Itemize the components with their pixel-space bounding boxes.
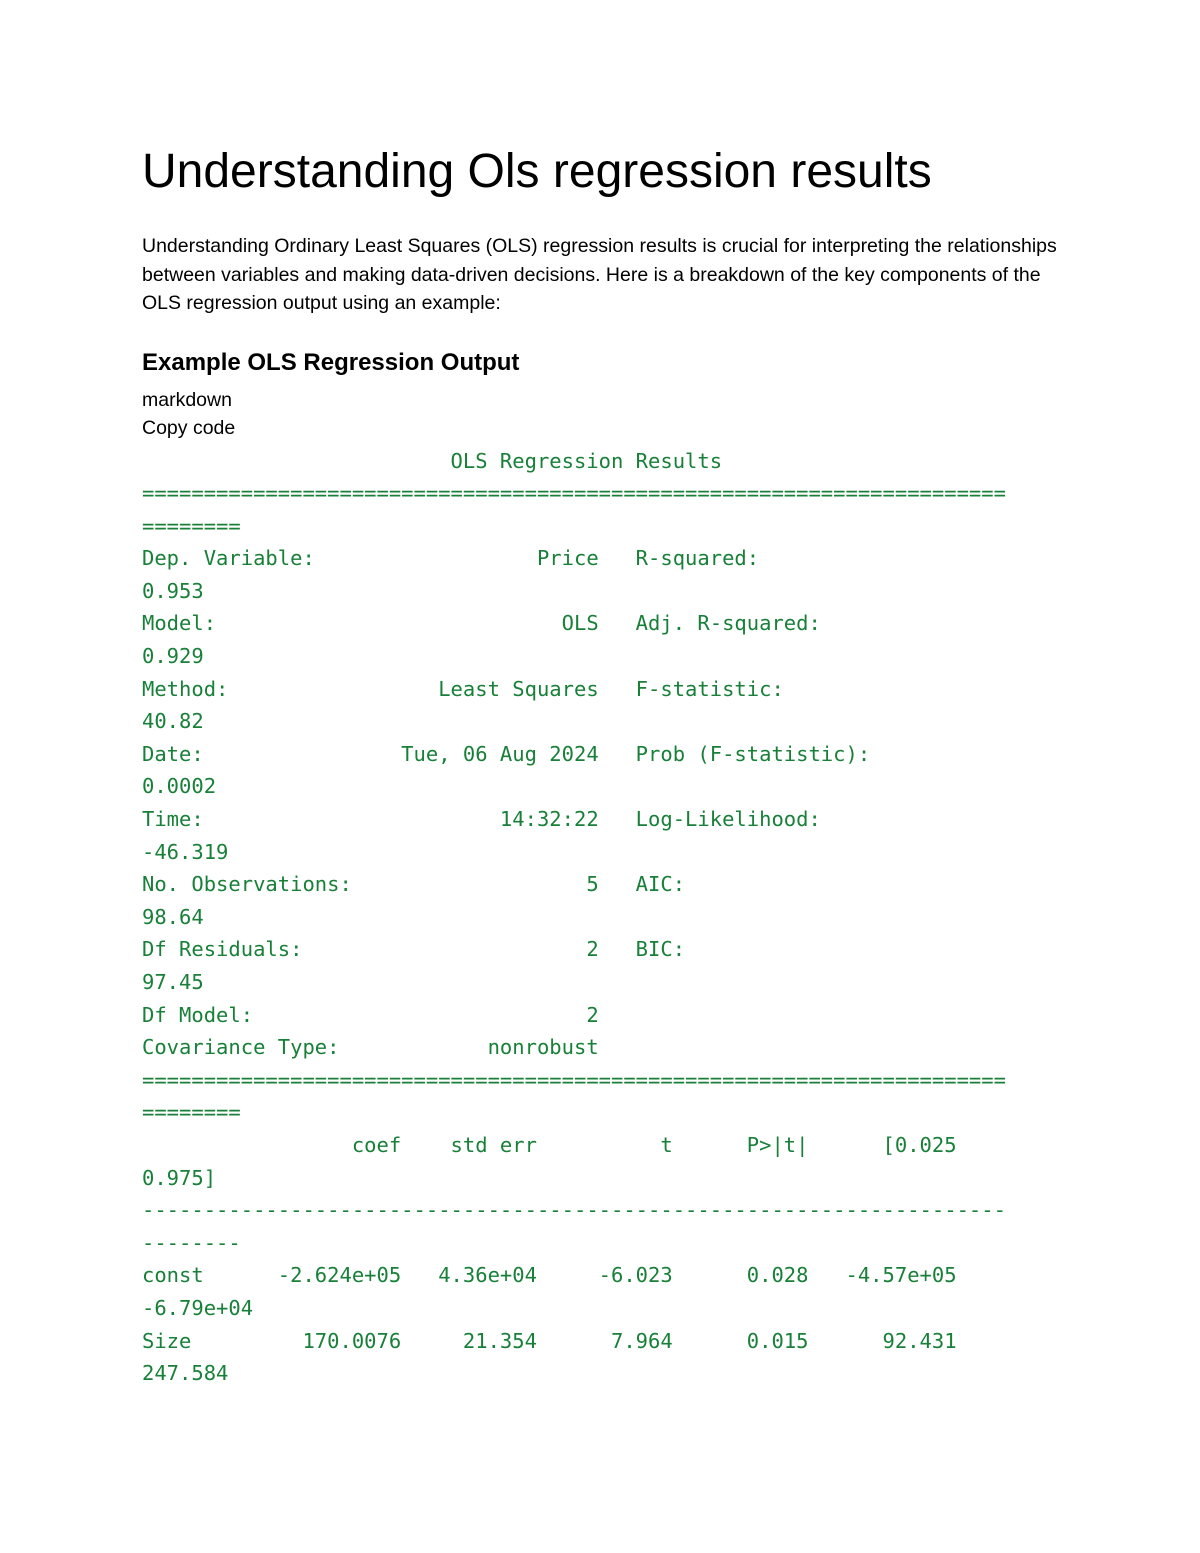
- code-line: coef std err t P>|t| [0.025: [142, 1132, 957, 1157]
- code-line: -46.319: [142, 839, 229, 864]
- intro-paragraph: Understanding Ordinary Least Squares (OLS) regression results is crucial for interpreting the relationships between variables and making data-driven decisions. Here is a breakdown of the key components of the OLS regression output using an example:: [142, 235, 1057, 314]
- code-line: 40.82: [142, 709, 204, 734]
- code-line: 0.0002: [142, 774, 217, 799]
- code-line: ======================================================================: [142, 481, 1006, 506]
- code-line: const -2.624e+05 4.36e+04 -6.023 0.028 -4.57e+05: [142, 1263, 957, 1288]
- code-line: 98.64: [142, 904, 204, 929]
- code-line: ========: [142, 1100, 241, 1125]
- section-heading: Example OLS Regression Output: [142, 348, 520, 376]
- code-line: Model: OLS Adj. R-squared:: [142, 611, 821, 636]
- code-line: Time: 14:32:22 Log-Likelihood:: [142, 807, 821, 832]
- code-line: Method: Least Squares F-statistic:: [142, 676, 784, 701]
- document-title: Understanding Ols regression results: [142, 145, 932, 198]
- code-line: -6.79e+04: [142, 1295, 254, 1320]
- regression-output-code-block: [142, 445, 1062, 1390]
- code-line: Df Model: 2: [142, 1002, 599, 1027]
- code-line: 0.953: [142, 578, 204, 603]
- code-line: Dep. Variable: Price R-squared:: [142, 546, 760, 571]
- code-line: Covariance Type: nonrobust: [142, 1035, 599, 1060]
- code-line: OLS Regression Results: [142, 448, 723, 473]
- code-language-label: markdown: [142, 388, 232, 411]
- code-line: 0.975]: [142, 1165, 217, 1190]
- code-line: Date: Tue, 06 Aug 2024 Prob (F-statistic):: [142, 741, 871, 766]
- code-line: No. Observations: 5 AIC:: [142, 872, 686, 897]
- copy-code-button[interactable]: Copy code: [142, 417, 236, 439]
- code-line: 0.929: [142, 644, 204, 669]
- code-line: Df Residuals: 2 BIC:: [142, 937, 686, 962]
- code-line: ======================================================================: [142, 1067, 1006, 1092]
- code-line: 97.45: [142, 970, 204, 994]
- code-line: --------: [142, 1230, 241, 1255]
- code-line: ----------------------------------------------------------------------: [142, 1198, 1006, 1223]
- code-line: ========: [142, 513, 241, 538]
- code-line: Size 170.0076 21.354 7.964 0.015 92.431: [142, 1328, 957, 1353]
- code-line: 247.584: [142, 1361, 229, 1386]
- document-page: [142, 140, 1062, 1390]
